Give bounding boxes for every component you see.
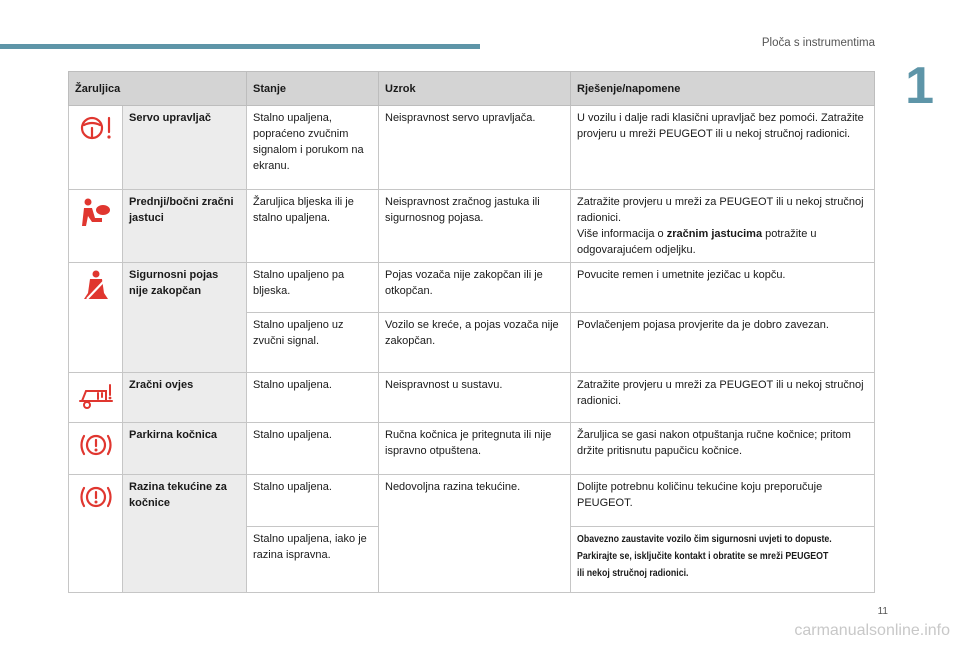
lamp-state: Stalno upaljena, iako je razina ispravna. — [247, 527, 379, 593]
table-row — [69, 106, 875, 190]
power-steering-warning-icon — [76, 112, 116, 144]
chapter-number: 1 — [905, 57, 934, 115]
table-row — [69, 190, 875, 263]
lamp-state: Stalno upaljeno uz zvučni signal. — [247, 313, 379, 373]
lamp-state: Stalno upaljeno pa bljeska. — [247, 263, 379, 313]
seatbelt-icon — [76, 269, 116, 301]
lamp-name: Prednji/bočni zračni jastuci — [123, 190, 247, 263]
lamp-solution: Dolijte potrebnu količinu tekućine koju preporučuje PEUGEOT. — [571, 475, 875, 527]
warning-note-line: Parkirajte se, isključite kontakt i obratite se mreži PEUGEOT — [577, 551, 829, 562]
col-header-solution: Rješenje/napomene — [571, 72, 875, 106]
lamp-solution — [571, 190, 875, 263]
lamp-solution: Povucite remen i umetnite jezičac u kopču. — [571, 263, 875, 313]
air-suspension-icon — [76, 379, 116, 411]
table-row — [69, 475, 875, 527]
solution-reference: Više informacija o zračnim jastucima potražite u odgovarajućem odjeljku. — [577, 228, 817, 256]
lamp-name: Servo upravljač — [123, 106, 247, 190]
page-number: 11 — [877, 606, 888, 617]
table-row — [69, 373, 875, 423]
col-header-lamp: Žaruljica — [69, 72, 247, 106]
airbag-icon — [76, 196, 116, 228]
lamp-cause: Neispravnost zračnog jastuka ili sigurnosnog pojasa. — [379, 190, 571, 263]
lamp-state: Žaruljica bljeska ili je stalno upaljena. — [247, 190, 379, 263]
lamp-cause: Ručna kočnica je pritegnuta ili nije ispravno otpuštena. — [379, 423, 571, 475]
lamp-cause: Pojas vozača nije zakopčan ili je otkopčan. — [379, 263, 571, 313]
warning-note-line: Obavezno zaustavite vozilo čim sigurnosni uvjeti to dopuste. — [577, 534, 832, 545]
lamp-warning-note — [571, 527, 875, 593]
lamp-name: Zračni ovjes — [123, 373, 247, 423]
lamp-cause: Neispravnost servo upravljača. — [379, 106, 571, 190]
lamp-solution: Žaruljica se gasi nakon otpuštanja ručne kočnice; pritom držite pritisnutu papučicu kočnice. — [571, 423, 875, 475]
warning-lamp-table — [68, 71, 875, 593]
table-row — [69, 263, 875, 313]
col-header-cause: Uzrok — [379, 72, 571, 106]
col-header-state: Stanje — [247, 72, 379, 106]
lamp-name: Parkirna kočnica — [123, 423, 247, 475]
lamp-state: Stalno upaljena. — [247, 475, 379, 527]
lamp-cause: Neispravnost u sustavu. — [379, 373, 571, 423]
solution-text: Zatražite provjeru u mreži za PEUGEOT ili u nekoj stručnoj radionici. — [577, 196, 864, 224]
lamp-state: Stalno upaljena. — [247, 373, 379, 423]
lamp-solution: Povlačenjem pojasa provjerite da je dobro zavezan. — [571, 313, 875, 373]
header-accent-bar — [0, 44, 480, 49]
warning-note-line: ili nekoj stručnoj radionici. — [577, 568, 689, 579]
lamp-name: Sigurnosni pojas nije zakopčan — [123, 263, 247, 373]
lamp-state: Stalno upaljena, popraćeno zvučnim signalom i porukom na ekranu. — [247, 106, 379, 190]
lamp-state: Stalno upaljena. — [247, 423, 379, 475]
lamp-cause: Vozilo se kreće, a pojas vozača nije zakopčan. — [379, 313, 571, 373]
brake-fluid-icon — [76, 481, 116, 513]
lamp-name: Razina tekućine za kočnice — [123, 475, 247, 593]
lamp-cause: Nedovoljna razina tekućine. — [379, 475, 571, 593]
lamp-solution: Zatražite provjeru u mreži za PEUGEOT ili u nekoj stručnoj radionici. — [571, 373, 875, 423]
parking-brake-icon — [76, 429, 116, 461]
lamp-solution: U vozilu i dalje radi klasični upravljač bez pomoći. Zatražite provjeru u mreži PEUGEOT ili u nekoj stručnoj radionici. — [571, 106, 875, 190]
section-title: Ploča s instrumentima — [761, 37, 875, 49]
table-header-row — [69, 72, 875, 106]
watermark: carmanualsonline.info — [794, 622, 950, 639]
table-row — [69, 423, 875, 475]
reference-link: zračnim jastucima — [666, 228, 763, 240]
